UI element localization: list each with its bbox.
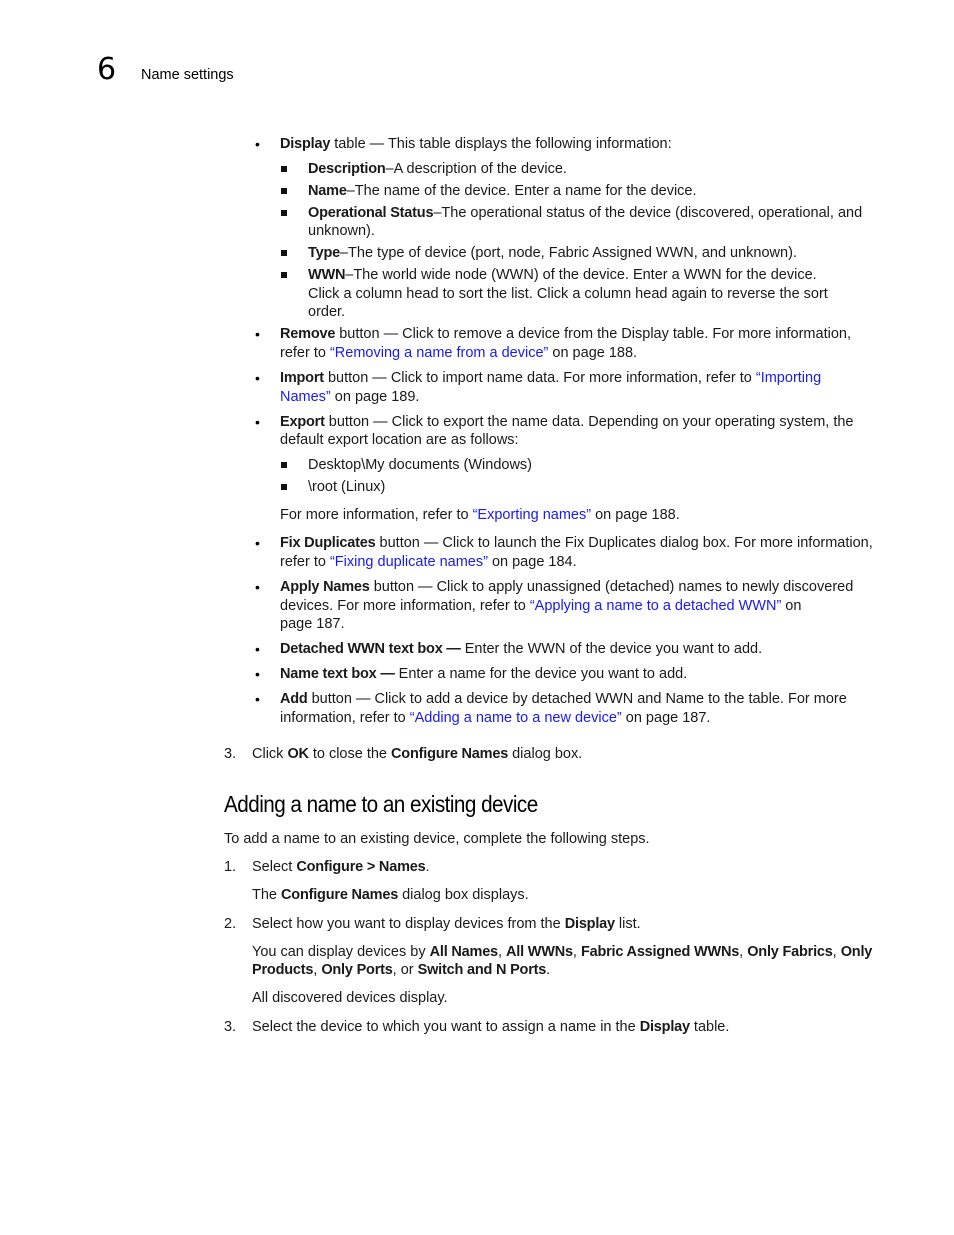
applying-name-detached-wwn-link[interactable]: “Applying a name to a detached WWN”: [529, 598, 782, 614]
step-dialog-displays: The Configure Names dialog box displays.: [252, 887, 529, 903]
step-number: 2.: [224, 916, 237, 932]
detached-wwn-bullet-text: Detached WWN text box — Enter the WWN of the device you want to add.: [280, 641, 763, 657]
display-options: You can display devices by All Names, All WWNs, Fabric Assigned WWNs, Only Fabrics, Only: [252, 944, 873, 960]
export-location-linux: \root (Linux): [308, 479, 386, 495]
export-location-windows: Desktop\My documents (Windows): [308, 457, 533, 473]
square-bullet: [281, 166, 287, 172]
exporting-names-link[interactable]: “Exporting names”: [472, 507, 592, 523]
square-bullet: [281, 188, 287, 194]
sub-type: Type–The type of device (port, node, Fabric Assigned WWN, and unknown).: [308, 245, 797, 261]
importing-names-link[interactable]: “Importing: [755, 370, 822, 386]
remove-bullet-ref: refer to “Removing a name from a device” on page 188.: [280, 345, 638, 361]
step-select-configure-names: Select Configure > Names.: [252, 859, 430, 875]
remove-bullet-text: Remove button — Click to remove a device from the Display table. For more information,: [280, 326, 851, 342]
all-devices-display-note: All discovered devices display.: [252, 990, 448, 1006]
import-bullet-text: Import button — Click to import name data. For more information, refer to “Importing: [280, 370, 822, 386]
sub-name: Name–The name of the device. Enter a name for the device.: [308, 183, 697, 199]
fix-duplicates-bullet-text: Fix Duplicates button — Click to launch the Fix Duplicates dialog box. For more information,: [280, 535, 873, 551]
apply-names-ref: devices. For more information, refer to “Applying a name to a detached WWN” on: [280, 598, 802, 614]
step-number: 3.: [224, 1019, 237, 1035]
bullet-dot: •: [255, 579, 260, 595]
fixing-duplicate-names-link[interactable]: “Fixing duplicate names”: [329, 554, 488, 570]
bullet-dot: •: [255, 691, 260, 707]
step-select-device: Select the device to which you want to assign a name in the Display table.: [252, 1019, 730, 1035]
bullet-dot: •: [255, 370, 260, 386]
import-bullet-ref: Names” on page 189.: [280, 389, 420, 405]
add-bullet-text: Add button — Click to add a device by detached WWN and Name to the table. For more: [280, 691, 847, 707]
name-textbox-bullet-text: Name text box — Enter a name for the device you want to add.: [280, 666, 688, 682]
sub-description: Description–A description of the device.: [308, 161, 567, 177]
chapter-title: Name settings: [141, 67, 234, 83]
bullet-dot: •: [255, 641, 260, 657]
step-number: 1.: [224, 859, 237, 875]
fix-duplicates-ref: refer to “Fixing duplicate names” on page 184.: [280, 554, 577, 570]
chapter-number: 6: [97, 52, 117, 87]
square-bullet: [281, 210, 287, 216]
square-bullet: [281, 250, 287, 256]
apply-names-page: page 187.: [280, 616, 345, 632]
step-close-dialog: Click OK to close the Configure Names dialog box.: [252, 746, 583, 762]
section-intro: To add a name to an existing device, complete the following steps.: [224, 831, 650, 847]
importing-names-link-cont[interactable]: Names”: [280, 389, 331, 405]
display-bullet-text: Display table — This table displays the following information:: [280, 136, 672, 152]
bullet-dot: •: [255, 666, 260, 682]
adding-name-new-device-link[interactable]: “Adding a name to a new device”: [409, 710, 622, 726]
export-bullet-text: Export button — Click to export the name data. Depending on your operating system, the: [280, 414, 854, 430]
export-bullet-cont: default export location are as follows:: [280, 432, 519, 448]
bullet-dot: •: [255, 326, 260, 342]
sub-operational-status-cont: unknown).: [308, 223, 375, 239]
square-bullet: [281, 272, 287, 278]
sub-wwn: WWN–The world wide node (WWN) of the device. Enter a WWN for the device.: [308, 267, 817, 283]
step-select-display-list: Select how you want to display devices from the Display list.: [252, 916, 641, 932]
square-bullet: [281, 462, 287, 468]
step-number: 3.: [224, 746, 237, 762]
bullet-dot: •: [255, 136, 260, 152]
section-heading: Adding a name to an existing device: [224, 791, 538, 817]
removing-name-link[interactable]: “Removing a name from a device”: [329, 345, 549, 361]
square-bullet: [281, 484, 287, 490]
apply-names-bullet-text: Apply Names button — Click to apply unassigned (detached) names to newly discovered: [280, 579, 854, 595]
bullet-dot: •: [255, 414, 260, 430]
add-bullet-ref: information, refer to “Adding a name to a new device” on page 187.: [280, 710, 711, 726]
sort-note: Click a column head to sort the list. Click a column head again to reverse the sort: [308, 286, 828, 302]
sort-note-cont: order.: [308, 304, 346, 320]
display-options-cont: Products, Only Ports, or Switch and N Ports.: [252, 962, 551, 978]
sub-operational-status: Operational Status–The operational status of the device (discovered, operational, and: [308, 205, 863, 221]
export-more-info: For more information, refer to “Exporting names” on page 188.: [280, 507, 680, 523]
bullet-dot: •: [255, 535, 260, 551]
